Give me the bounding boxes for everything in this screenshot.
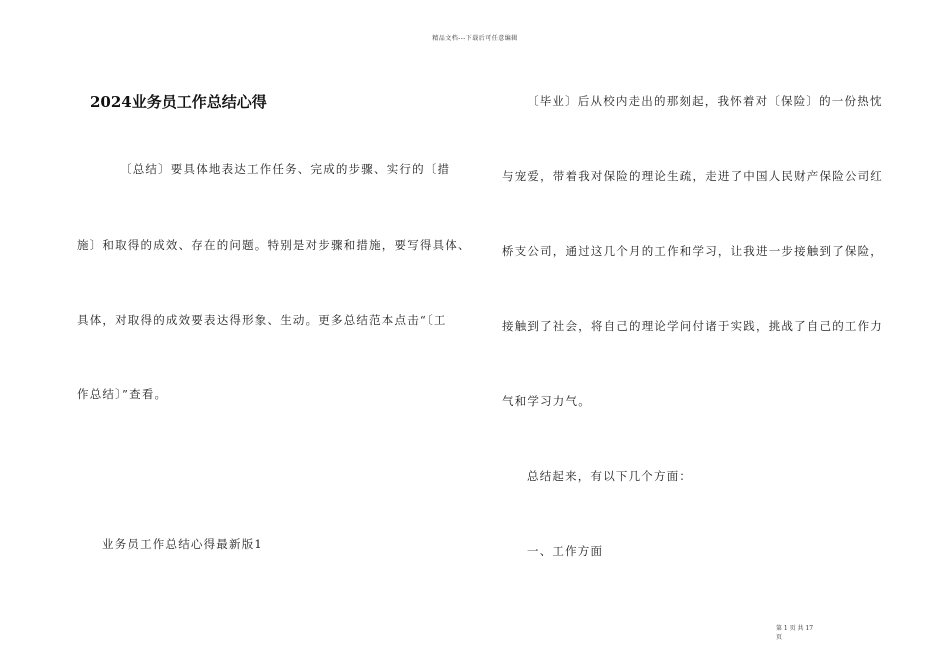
intro-line-1: 〔总结〕要具体地表达工作任务、完成的步骤、实行的〔措 — [120, 162, 451, 176]
summary-line: 总结起来，有以下几个方面： — [527, 469, 693, 483]
document-header-note: 精品文档---下载后可任意编辑 — [432, 35, 518, 42]
body-line-3: 桥支公司，通过这几个月的工作和学习，让我进一步接触到了保险， — [502, 244, 883, 258]
body-line-2: 与宠爱，带着我对保险的理论生疏，走进了中国人民财产保险公司红 — [502, 169, 883, 183]
intro-line-4: 作总结〕”查看。 — [77, 387, 168, 401]
section-heading-work: 一、工作方面 — [527, 544, 604, 558]
intro-line-2: 施〕和取得的成效、存在的问题。特别是对步骤和措施，要写得具体、 — [77, 238, 471, 252]
document-title: 2024业务员工作总结心得 — [90, 93, 267, 111]
intro-line-3: 具体，对取得的成效要表达得形象、生动。更多总结范本点击“〔工 — [77, 313, 447, 327]
page-number-indicator — [776, 624, 846, 642]
section-subheading: 业务员工作总结心得最新版1 — [102, 537, 263, 551]
page-number-line-1: 第 1 页 共 17 — [776, 625, 814, 632]
body-line-5: 气和学习力气。 — [502, 394, 591, 408]
page-number-line-2: 页 — [776, 634, 783, 641]
body-line-4: 接触到了社会，将自己的理论学问付诸于实践，挑战了自己的工作力 — [502, 319, 883, 333]
body-line-1: 〔毕业〕后从校内走出的那刻起，我怀着对〔保险〕的一份热忱 — [527, 94, 883, 108]
